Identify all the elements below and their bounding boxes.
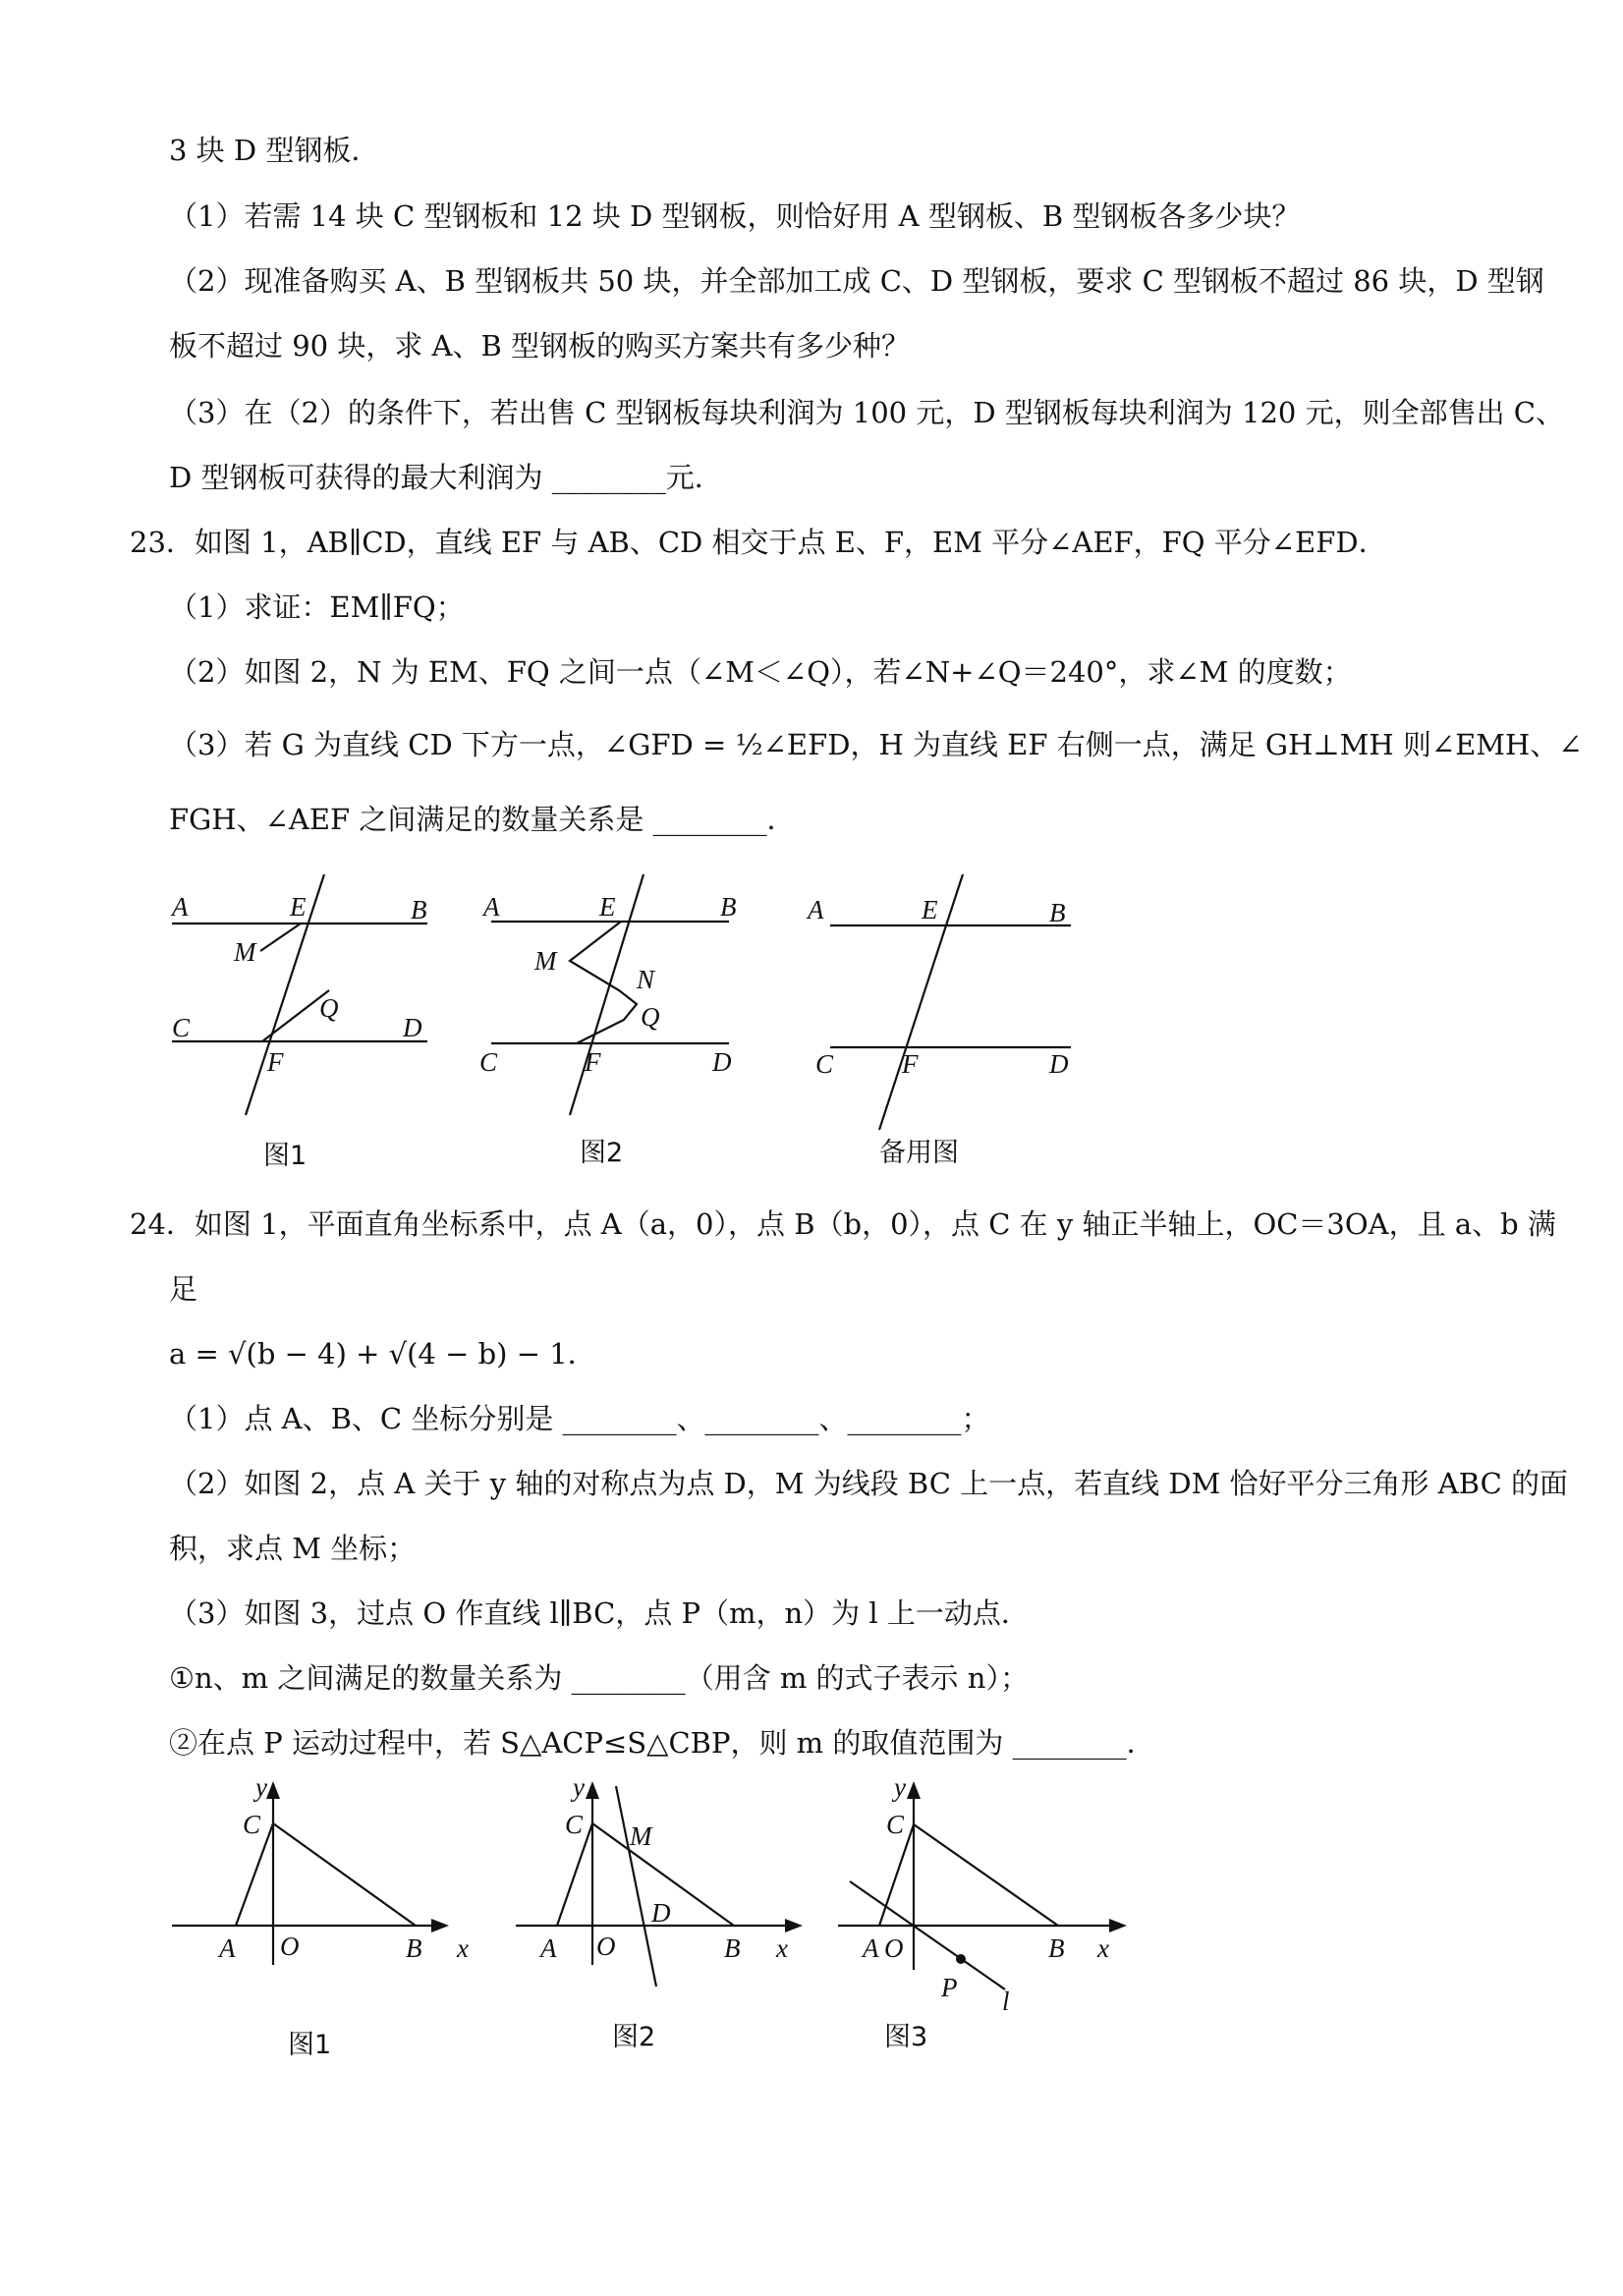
label-C: C (565, 1810, 584, 1839)
figure-caption: 图2 (580, 1138, 624, 1168)
label-B: B (724, 1933, 741, 1963)
figure-caption: 图3 (884, 2022, 928, 2052)
label-D: D (403, 1013, 422, 1042)
label-F: F (267, 1047, 284, 1077)
label-F: F (585, 1047, 601, 1077)
question-23-part3-line1: （3）若 G 为直线 CD 下方一点，∠GFD = ½∠EFD，H 为直线 EF 右侧一点，满足 GH⊥MH 则∠EMH、∠ (169, 728, 1583, 761)
label-P: P (941, 1973, 958, 2002)
label-A: A (483, 892, 500, 922)
question-22-part1: （1）若需 14 块 C 型钢板和 12 块 D 型钢板，则恰好用 A 型钢板、B 型钢板各多少块？ (169, 199, 1301, 233)
label-E: E (922, 895, 938, 924)
question-22-part2-line1: （2）现准备购买 A、B 型钢板共 50 块，并全部加工成 C、D 型钢板，要求 C 型钢板不超过 86 块，D 型钢 (169, 264, 1544, 298)
label-C: C (172, 1013, 191, 1042)
label-Q: Q (641, 1002, 660, 1032)
q23-figure-2 (472, 865, 766, 1203)
figure-caption: 图2 (612, 2022, 656, 2052)
label-C: C (243, 1810, 261, 1839)
question-22-part3-line1: （3）在（2）的条件下，若出售 C 型钢板每块利润为 100 元，D 型钢板每块利润为 120 元，则全部售出 C、 (169, 396, 1564, 429)
label-B: B (1048, 1933, 1065, 1963)
question-24-part3-sub1: ①n、m 之间满足的数量关系为 ________（用含 m 的式子表示 n）； (169, 1661, 1029, 1695)
label-D: D (712, 1047, 732, 1077)
label-Q: Q (319, 993, 339, 1023)
label-M: M (534, 946, 557, 976)
question-23-part3-line2: FGH、∠AEF 之间满足的数量关系是 ________． (169, 803, 796, 836)
label-E: E (290, 892, 307, 922)
q24-figure-3 (830, 1768, 1145, 2087)
label-O: O (596, 1932, 616, 1961)
question-23-part2: （2）如图 2，N 为 EM、FQ 之间一点（∠M＜∠Q），若∠N+∠Q＝240°，求∠M 的度数； (169, 655, 1352, 689)
question-24-equation: a = √(b − 4) + √(4 − b) − 1． (169, 1337, 596, 1371)
question-24-part3-sub2: ②在点 P 运动过程中，若 S△ACP≤S△CBP，则 m 的取值范围为 ________． (169, 1726, 1155, 1760)
q23-figure-1 (157, 865, 452, 1203)
label-A: A (540, 1933, 557, 1963)
question-22-part2-line2: 板不超过 90 块，求 A、B 型钢板的购买方案共有多少种？ (169, 329, 911, 363)
label-x: x (1097, 1933, 1109, 1963)
q24-figure-2 (506, 1768, 820, 2087)
label-y: y (573, 1772, 585, 1802)
label-x: x (776, 1933, 788, 1963)
question-24-part3: （3）如图 3，过点 O 作直线 l∥BC，点 P（m，n）为 l 上一动点． (169, 1596, 1030, 1630)
label-O: O (280, 1932, 300, 1961)
question-24-stem-line2: 足 (169, 1272, 198, 1306)
question-24-part1: （1）点 A、B、C 坐标分别是 ________、________、________； (169, 1402, 990, 1435)
label-F: F (902, 1049, 919, 1079)
label-M: M (630, 1821, 652, 1851)
question-23-part1: （1）求证：EM∥FQ； (169, 590, 465, 624)
label-l: l (1002, 1987, 1010, 2016)
label-B: B (411, 895, 427, 924)
q24-figure-1 (162, 1768, 486, 2087)
label-B: B (720, 892, 737, 922)
label-y: y (255, 1772, 267, 1802)
label-y: y (894, 1772, 906, 1802)
label-C: C (886, 1810, 905, 1839)
figure-caption: 图1 (288, 2030, 332, 2060)
question-24-stem-line1: 24．如图 1，平面直角坐标系中，点 A（a，0），点 B（b，0），点 C 在 y 轴正半轴上，OC＝3OA，且 a、b 满 (130, 1207, 1556, 1241)
label-C: C (815, 1049, 834, 1079)
label-A: A (219, 1933, 236, 1963)
label-B: B (406, 1933, 422, 1963)
question-22-part3-line2: D 型钢板可获得的最大利润为 ________元． (169, 461, 723, 494)
label-A: A (172, 892, 189, 922)
label-O: O (884, 1933, 904, 1963)
label-A: A (863, 1933, 879, 1963)
label-A: A (808, 895, 824, 924)
figure-caption: 备用图 (879, 1138, 959, 1168)
question-23-stem: 23．如图 1，AB∥CD，直线 EF 与 AB、CD 相交于点 E、F，EM 平分∠AEF，FQ 平分∠EFD． (130, 526, 1387, 559)
label-D: D (1049, 1049, 1069, 1079)
label-M: M (234, 937, 256, 967)
label-B: B (1049, 898, 1066, 927)
figure-caption: 图1 (263, 1141, 308, 1171)
question-24-part2-line1: （2）如图 2，点 A 关于 y 轴的对称点为点 D，M 为线段 BC 上一点，若直线 DM 恰好平分三角形 ABC 的面 (169, 1467, 1568, 1500)
question-24-part2-line2: 积，求点 M 坐标； (169, 1532, 417, 1565)
label-x: x (457, 1933, 469, 1963)
text-line-1: 3 块 D 型钢板． (169, 134, 380, 167)
label-N: N (637, 965, 655, 994)
label-D: D (651, 1898, 671, 1928)
label-E: E (599, 892, 616, 922)
q23-figure-backup (796, 865, 1091, 1203)
label-C: C (479, 1047, 498, 1077)
